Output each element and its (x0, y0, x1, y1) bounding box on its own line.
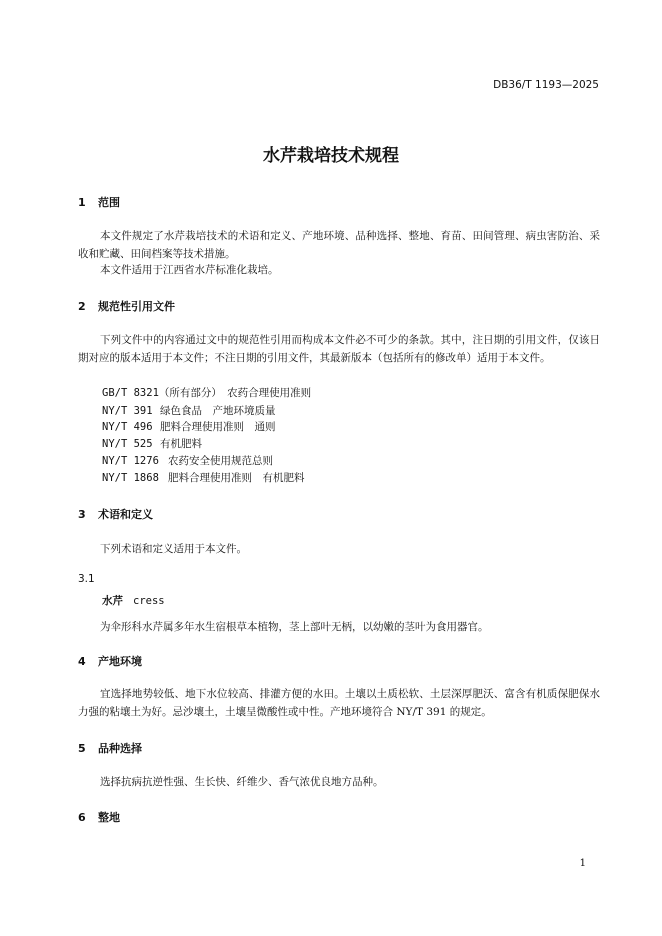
reference-name: 农药安全使用规范总则 (168, 455, 273, 467)
section-heading-3 (78, 506, 153, 522)
section-number: 6 (78, 811, 86, 824)
section-number: 3 (78, 508, 86, 521)
reference-name: 肥料合理使用准则 通则 (160, 421, 276, 433)
reference-item (102, 436, 202, 451)
reference-code: NY/T 496 (102, 421, 153, 433)
terms-intro: 下列术语和定义适用于本文件。 (100, 543, 247, 555)
reference-code: NY/T 1276 (102, 455, 159, 467)
section-heading-5 (78, 740, 142, 756)
references-intro: 下列文件中的内容通过文中的规范性引用而构成本文件必不可少的条款。其中，注日期的引用文件，仅该日期对应的版本适用于本文件；不注日期的引用文件，其最新版本（包括所有的修改单）适用于本文件。 (78, 334, 600, 364)
reference-code: GB/T 8321（所有部分） (102, 387, 217, 399)
reference-item (102, 453, 273, 468)
term-definition: 为伞形科水芹属多年水生宿根草本植物，茎上部叶无柄，以幼嫩的茎叶为食用器官。 (100, 621, 489, 633)
reference-name: 肥料合理使用准则 有机肥料 (168, 472, 305, 484)
scope-paragraph-1: 本文件规定了水芹栽培技术的术语和定义、产地环境、品种选择、整地、育苗、田间管理、病虫害防治、采收和贮藏、田间档案等技术措施。 (78, 230, 600, 260)
reference-code: NY/T 391 (102, 405, 153, 417)
reference-item (102, 419, 276, 434)
section-title: 品种选择 (98, 742, 142, 755)
section-title: 术语和定义 (98, 508, 153, 521)
section-title: 整地 (98, 811, 120, 824)
term-english: cress (133, 595, 165, 607)
reference-code: NY/T 525 (102, 438, 153, 450)
section-number: 4 (78, 655, 86, 668)
environment-paragraph: 宜选择地势较低、地下水位较高、排灌方便的水田。土壤以土质松软、土层深厚肥沃、富含有机质保肥保水力强的粘壤土为好。忌沙壤土，土壤呈微酸性或中性。产地环境符合 NY/T 391 的规定。 (78, 688, 600, 718)
term-number: 3.1 (78, 573, 95, 585)
section-heading-4 (78, 653, 142, 669)
scope-paragraph-2: 本文件适用于江西省水芹标准化栽培。 (100, 264, 279, 276)
section-title: 规范性引用文件 (98, 300, 175, 313)
reference-name: 绿色食品 产地环境质量 (160, 405, 276, 417)
section-number: 1 (78, 196, 86, 209)
document-code: DB36/T 1193—2025 (493, 79, 599, 91)
reference-name: 有机肥料 (160, 438, 202, 450)
section-heading-2 (78, 298, 175, 314)
term-chinese: 水芹 (102, 595, 123, 607)
reference-item (102, 403, 276, 418)
section-number: 5 (78, 742, 86, 755)
variety-paragraph: 选择抗病抗逆性强、生长快、纤维少、香气浓优良地方品种。 (100, 776, 384, 788)
section-title: 产地环境 (98, 655, 142, 668)
reference-code: NY/T 1868 (102, 472, 159, 484)
section-heading-1 (78, 194, 120, 210)
reference-name: 农药合理使用准则 (227, 387, 312, 399)
reference-item (102, 470, 305, 485)
section-heading-6 (78, 809, 120, 825)
page-number: 1 (579, 858, 586, 869)
term-entry (102, 593, 165, 608)
document-title: 水芹栽培技术规程 (263, 146, 399, 166)
section-title: 范围 (98, 196, 120, 209)
section-number: 2 (78, 300, 86, 313)
reference-item (102, 385, 311, 400)
